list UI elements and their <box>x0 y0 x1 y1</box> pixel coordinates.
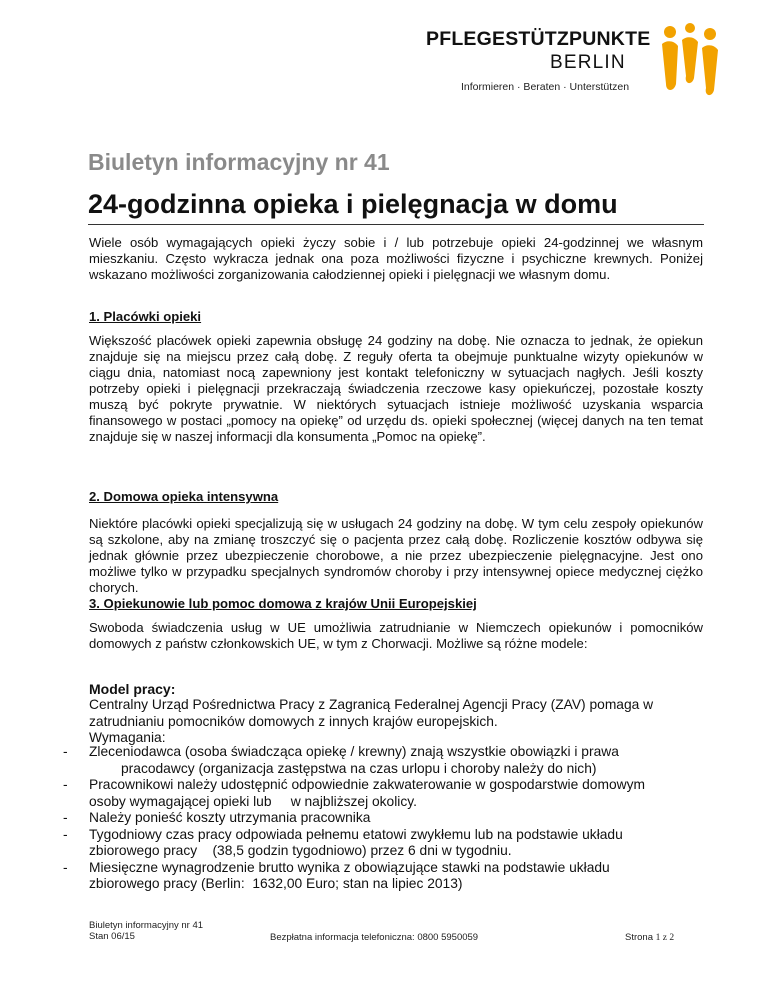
logo-tagline: Informieren · Beraten · Unterstützen <box>461 81 630 93</box>
intro-paragraph: Wiele osób wymagających opieki życzy sobie i / lub potrzebuje opieki 24-godzinnej we własnym mieszkaniu. Często wykracza jednak ona poza możliwości fizyczne i psychiczne krewnych. Poniżej wskazano możliwości zorganizowania całodziennej opieki i pielęgnacji we własnym domu. <box>89 235 703 282</box>
logo-title: PFLEGESTÜTZPUNKTE <box>426 28 651 50</box>
section-text-2: Niektóre placówki opieki specjalizują się w usługach 24 godziny na dobę. W tym celu zespoły opiekunów są szkolone, aby na zmianę troszczyć się o pacjenta przez całą dobę. Rozliczenie kosztów odbywa się jednak głównie przez ubezpieczenie chorobowe, a nie przez ubezpieczenie pielęgnacyjne. Jest ono możliwe tylko w przypadku specjalnych syndromów choroby i przy intensywnej opiece medycznej ciężko chorych. <box>89 516 703 595</box>
footer-date: Stan 06/15 <box>89 931 135 942</box>
model-text: Centralny Urząd Pośrednictwa Pracy z Zagranicą Federalnej Agencji Pracy (ZAV) pomaga w zatrudnianiu pomocników domowych z innych krajów europejskich. <box>89 697 654 729</box>
section-heading-2: 2. Domowa opieka intensywna <box>89 489 279 504</box>
page-number: Strona 1 z 2 <box>625 932 675 943</box>
requirements-list <box>63 744 709 893</box>
logo <box>426 20 726 100</box>
list-item: - Należy ponieść koszty utrzymania pracownika <box>63 810 371 825</box>
title-divider <box>88 224 704 225</box>
page-title: 24-godzinna opieka i pielęgnacja w domu <box>88 189 618 219</box>
logo-subtitle: BERLIN <box>550 52 626 73</box>
footer-phone: Bezpłatna informacja telefoniczna: 0800 5950059 <box>270 932 479 943</box>
list-item: - Tygodniowy czas pracy odpowiada pełnemu etatowi zwykłemu lub na podstawie układu zbiorowego pracy (38,5 godzin tygodniowo) przez 6 dni w tygodniu. <box>63 826 623 858</box>
bulletin-title: Biuletyn informacyjny nr 41 <box>88 149 390 175</box>
list-item: - Zleceniodawca (osoba świadcząca opiekę / krewny) znają wszystkie obowiązki i prawa pracodawcy (organizacja zastępstwa na czas urlopu i choroby należy do nich) <box>63 744 619 776</box>
footer-bulletin: Biuletyn informacyjny nr 41 <box>89 920 204 931</box>
people-logo-icon <box>656 20 726 100</box>
requirements-label: Wymagania: <box>89 730 166 745</box>
footer-left <box>89 920 203 942</box>
section-heading-3: 3. Opiekunowie lub pomoc domowa z krajów Unii Europejskiej <box>89 596 477 611</box>
list-item: - Miesięczne wynagrodzenie brutto wynika z obowiązujące stawki na podstawie układu zbiorowego pracy (Berlin: 1632,00 Euro; stan na lipiec 2013) <box>63 859 610 891</box>
section-text-3: Swoboda świadczenia usług w UE umożliwia zatrudnianie w Niemczech opiekunów i pomocników domowych z państw członkowskich UE, w tym z Chorwacji. Możliwe są różne modele: <box>89 620 703 651</box>
section-heading-1: 1. Placówki opieki <box>89 309 202 324</box>
model-heading: Model pracy: <box>89 681 176 697</box>
section-text-1: Większość placówek opieki zapewnia obsługę 24 godziny na dobę. Nie oznacza to jednak, że opiekun znajduje się na miejscu przez całą dobę. Z reguły oferta ta obejmuje punktualne wizyty opiekunów w ciągu dnia, natomiast nocą zapewniony jest kontakt telefoniczny w sytuacjach nagłych. Jeśli koszty potrzeby opieki i pielęgnacji przekraczają świadczenia rzeczowe kasy opiekuńczej, pozostałe koszty muszą być pokryte prywatnie. W niektórych sytuacjach istnieje możliwość uzyskania wsparcia finansowego w postaci „pomocy na opiekę” od urzędu ds. opieki społecznej (więcej danych na ten temat znajduje się w naszej informacji dla konsumenta „Pomoc na opiekę”. <box>89 333 703 444</box>
list-item: - Pracownikowi należy udostępnić odpowiednie zakwaterowanie w gospodarstwie domowym osoby wymagającej opieki lub w najbliższej okolicy. <box>63 777 645 809</box>
